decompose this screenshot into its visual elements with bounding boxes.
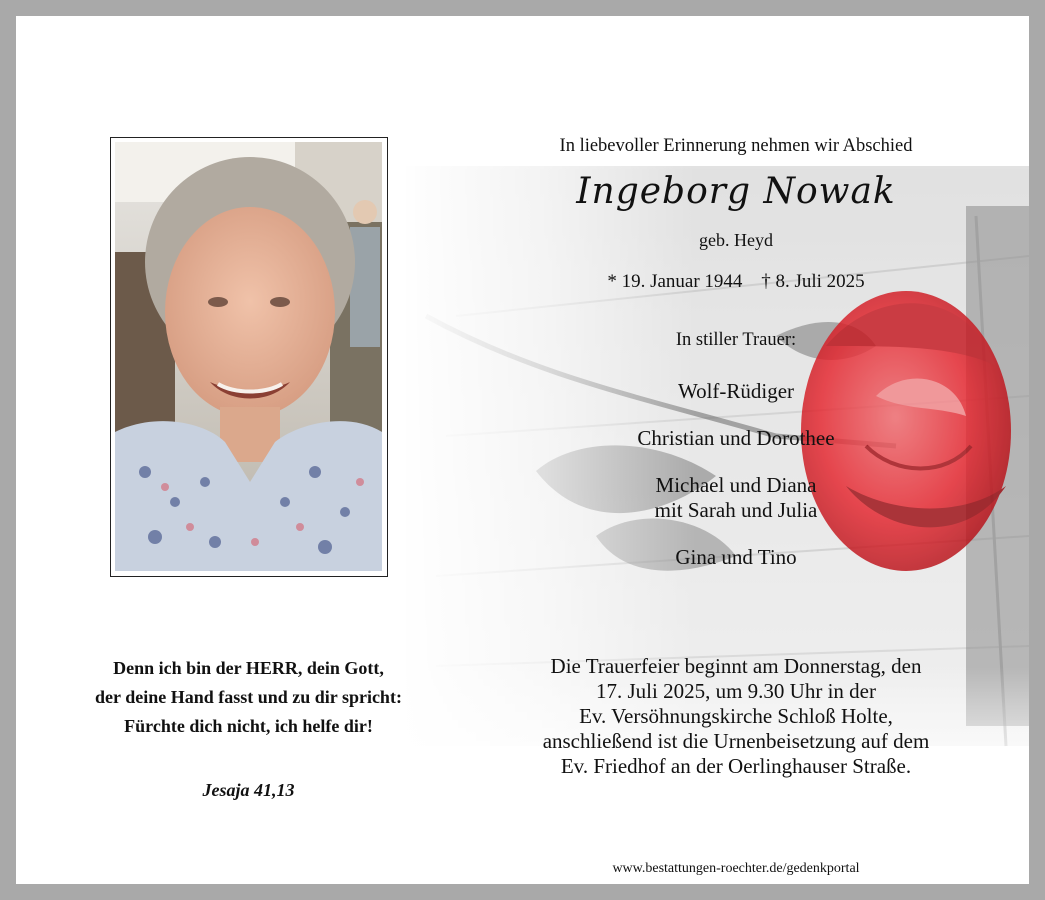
portrait-frame: [110, 137, 388, 577]
funeral-service-info: [486, 654, 986, 779]
verse-line: der deine Hand fasst und zu dir spricht:: [95, 687, 402, 707]
family-member: Christian und Dorothee: [637, 426, 835, 450]
service-line: 17. Juli 2025, um 9.30 Uhr in der: [596, 679, 876, 703]
death-date: † 8. Juli 2025: [761, 271, 865, 292]
service-line: anschließend ist die Urnenbeisetzung auf dem: [542, 729, 930, 753]
family-member: Michael und Diana: [655, 473, 817, 497]
family-list: [486, 379, 986, 592]
mourning-label: In stiller Trauer:: [675, 330, 797, 350]
service-line: Die Trauerfeier beginnt am Donnerstag, den: [550, 654, 922, 678]
portrait-photo: [115, 142, 382, 571]
intro-line: In liebevoller Erinnerung nehmen wir Abschied: [559, 136, 913, 156]
verse-line: Denn ich bin der HERR, dein Gott,: [113, 658, 384, 678]
birth-date: * 19. Januar 1944: [607, 271, 743, 292]
maiden-name: geb. Heyd: [699, 230, 773, 250]
family-member: Gina und Tino: [675, 545, 797, 569]
obituary-card: [16, 16, 1029, 884]
deceased-name: Ingeborg Nowak: [576, 171, 896, 212]
service-line: Ev. Versöhnungskirche Schloß Holte,: [579, 704, 893, 728]
family-group: [486, 473, 986, 523]
family-member: Wolf-Rüdiger: [677, 379, 795, 403]
verse-reference: Jesaja 41,13: [202, 780, 295, 800]
family-group: [486, 379, 986, 404]
service-line: Ev. Friedhof an der Oerlinghauser Straße.: [560, 754, 912, 778]
life-dates: [486, 271, 986, 293]
bible-verse: [66, 654, 431, 741]
family-member: mit Sarah und Julia: [654, 498, 818, 522]
memorial-portal-url: www.bestattungen-roechter.de/gedenkportal: [612, 861, 860, 876]
verse-line: Fürchte dich nicht, ich helfe dir!: [124, 716, 373, 736]
family-group: [486, 545, 986, 570]
family-group: [486, 426, 986, 451]
